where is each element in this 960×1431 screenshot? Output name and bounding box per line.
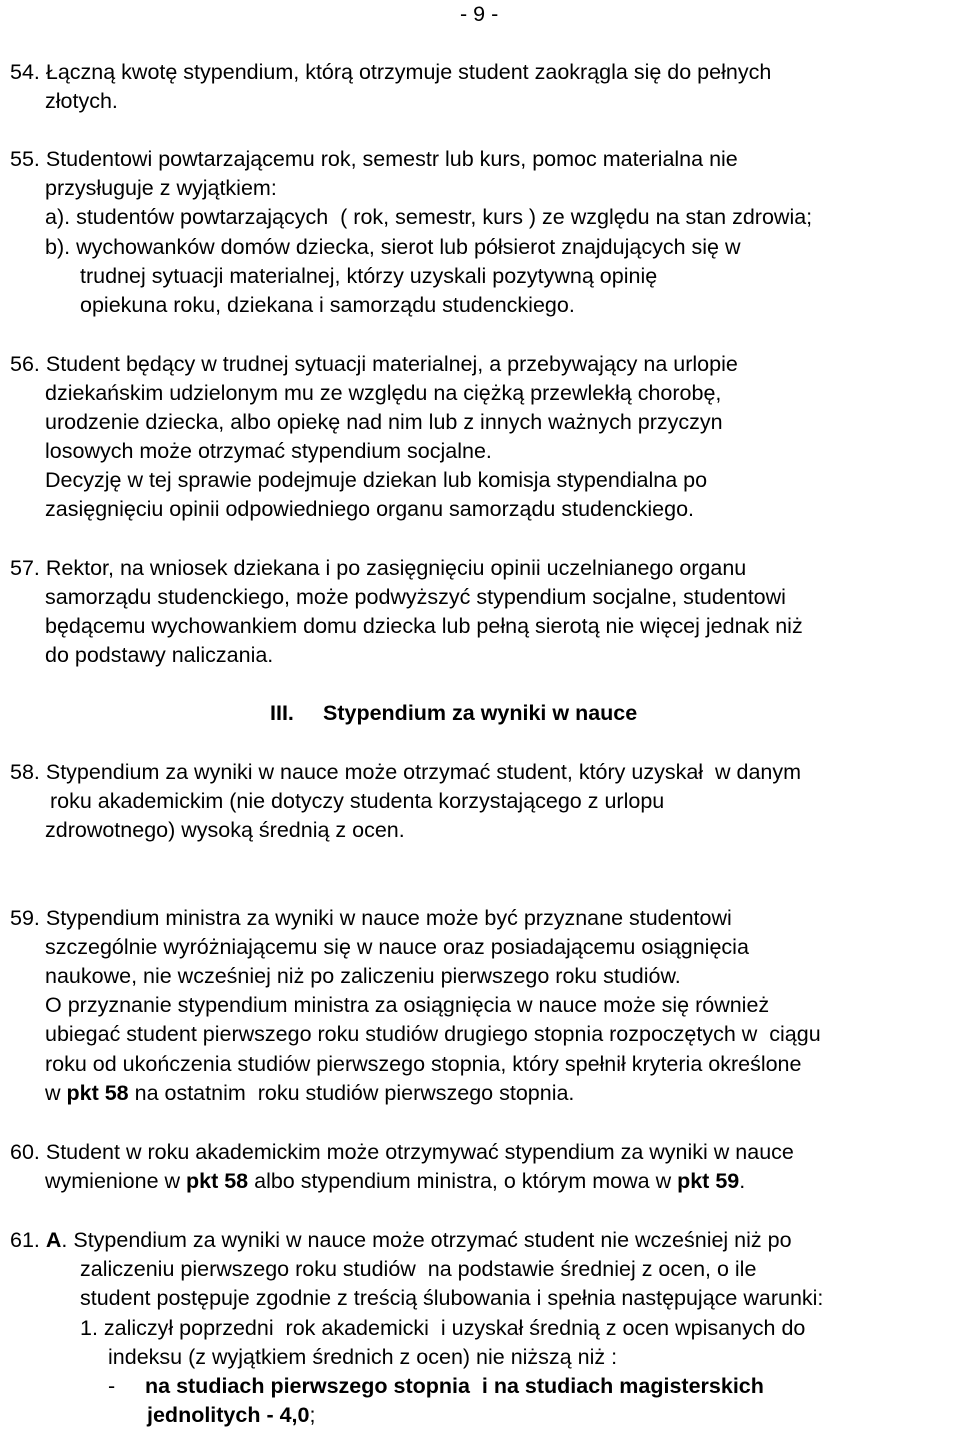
paragraph-61-condition-1-line-3: na studiach pierwszego stopnia i na studiach magisterskich bbox=[145, 1374, 764, 1398]
paragraph-57-line-3: będącemu wychowankiem domu dziecka lub pełną sierotą nie więcej jednak niż bbox=[45, 614, 803, 638]
paragraph-55-line-1: 55. Studentowi powtarzającemu rok, semestr lub kurs, pomoc materialna nie bbox=[10, 147, 738, 171]
paragraph-59-line-1: 59. Stypendium ministra za wyniki w nauce może być przyznane studentowi bbox=[10, 906, 732, 930]
paragraph-61-condition-1-line-4 bbox=[147, 1405, 315, 1427]
paragraph-55-item-b-line-2: trudnej sytuacji materialnej, którzy uzyskali pozytywną opinię bbox=[80, 264, 658, 288]
line-7-text-end: na ostatnim roku studiów pierwszego stopnia. bbox=[128, 1081, 575, 1105]
paragraph-61-number: 61. bbox=[10, 1228, 46, 1252]
threshold-text: jednolitych - 4,0 bbox=[147, 1403, 310, 1427]
paragraph-59-line-2: szczególnie wyróżniającemu się w nauce oraz posiadającemu osiągnięcia bbox=[45, 935, 749, 959]
list-dash: - bbox=[108, 1374, 116, 1398]
paragraph-56-line-2: dziekańskim udzielonym mu ze względu na ciężką przewlekłą chorobę, bbox=[45, 381, 722, 405]
paragraph-54-line-1: 54. Łączną kwotę stypendium, którą otrzymuje student zaokrągla się do pełnych bbox=[10, 60, 772, 84]
paragraph-61-line-1 bbox=[10, 1230, 792, 1252]
line-2-text-end: . bbox=[739, 1169, 746, 1193]
paragraph-57-line-4: do podstawy naliczania. bbox=[45, 643, 274, 667]
page-number: - 9 - bbox=[460, 2, 499, 26]
paragraph-59-line-4: O przyznanie stypendium ministra za osiągnięcia w nauce może się również bbox=[45, 993, 770, 1017]
paragraph-56-line-3: urodzenie dziecka, albo opiekę nad nim lub z innych ważnych przyczyn bbox=[45, 410, 723, 434]
paragraph-61-line-3: student postępuje zgodnie z treścią ślubowania i spełnia następujące warunki: bbox=[80, 1286, 824, 1310]
paragraph-56-line-4: losowych może otrzymać stypendium socjalne. bbox=[45, 439, 492, 463]
paragraph-61-line-2: zaliczeniu pierwszego roku studiów na podstawie średniej z ocen, o ile bbox=[80, 1257, 757, 1281]
paragraph-61-condition-1-line-1: 1. zaliczył poprzedni rok akademicki i uzyskał średnią z ocen wpisanych do bbox=[80, 1316, 806, 1340]
paragraph-59-line-3: naukowe, nie wcześniej niż po zaliczeniu pierwszego roku studiów. bbox=[45, 964, 681, 988]
paragraph-58-line-2: roku akademickim (nie dotyczy studenta korzystającego z urlopu bbox=[50, 789, 665, 813]
paragraph-58-line-1: 58. Stypendium za wyniki w nauce może otrzymać student, który uzyskał w danym bbox=[10, 760, 802, 784]
paragraph-55-item-a: a). studentów powtarzających ( rok, semestr, kurs ) ze względu na stan zdrowia; bbox=[45, 205, 813, 229]
paragraph-57-line-1: 57. Rektor, na wniosek dziekana i po zasięgnięciu opinii uczelnianego organu bbox=[10, 556, 747, 580]
paragraph-54-line-2: złotych. bbox=[45, 89, 118, 113]
line-end-punctuation: ; bbox=[309, 1403, 316, 1427]
reference-pkt-59: pkt 59 bbox=[677, 1169, 740, 1193]
reference-pkt-58: pkt 58 bbox=[66, 1081, 129, 1105]
line-1-text: . Stypendium za wyniki w nauce może otrzymać student nie wcześniej niż po bbox=[61, 1228, 792, 1252]
paragraph-56-line-5: Decyzję w tej sprawie podejmuje dziekan lub komisja stypendialna po bbox=[45, 468, 708, 492]
line-2-text-middle: albo stypendium ministra, o którym mowa w bbox=[248, 1169, 678, 1193]
paragraph-59-line-6: roku od ukończenia studiów pierwszego stopnia, który spełnił kryteria określone bbox=[45, 1052, 802, 1076]
paragraph-61-condition-1-line-2: indeksu (z wyjątkiem średnich z ocen) nie niższą niż : bbox=[108, 1345, 618, 1369]
paragraph-55-item-b-line-1: b). wychowanków domów dziecka, sierot lub półsierot znajdujących się w bbox=[45, 235, 741, 259]
paragraph-55-item-b-line-3: opiekuna roku, dziekana i samorządu studenckiego. bbox=[80, 293, 575, 317]
section-number: III. bbox=[270, 701, 294, 725]
paragraph-59-line-5: ubiegać student pierwszego roku studiów drugiego stopnia rozpoczętych w ciągu bbox=[45, 1022, 821, 1046]
paragraph-58-line-3: zdrowotnego) wysoką średnią z ocen. bbox=[45, 818, 405, 842]
line-2-text-start: wymienione w bbox=[45, 1169, 186, 1193]
section-title: Stypendium za wyniki w nauce bbox=[323, 701, 638, 725]
paragraph-56-line-1: 56. Student będący w trudnej sytuacji materialnej, a przebywający na urlopie bbox=[10, 352, 738, 376]
paragraph-55-line-2: przysługuje z wyjątkiem: bbox=[45, 176, 277, 200]
reference-pkt-58: pkt 58 bbox=[186, 1169, 249, 1193]
paragraph-60-line-2 bbox=[45, 1171, 745, 1193]
item-letter-a: A bbox=[45, 1228, 62, 1252]
paragraph-60-line-1: 60. Student w roku akademickim może otrzymywać stypendium za wyniki w nauce bbox=[10, 1140, 794, 1164]
paragraph-57-line-2: samorządu studenckiego, może podwyższyć stypendium socjalne, studentowi bbox=[45, 585, 786, 609]
paragraph-56-line-6: zasięgnięciu opinii odpowiedniego organu samorządu studenckiego. bbox=[45, 497, 695, 521]
line-7-text-start: w bbox=[45, 1081, 67, 1105]
paragraph-59-line-7 bbox=[45, 1083, 574, 1105]
